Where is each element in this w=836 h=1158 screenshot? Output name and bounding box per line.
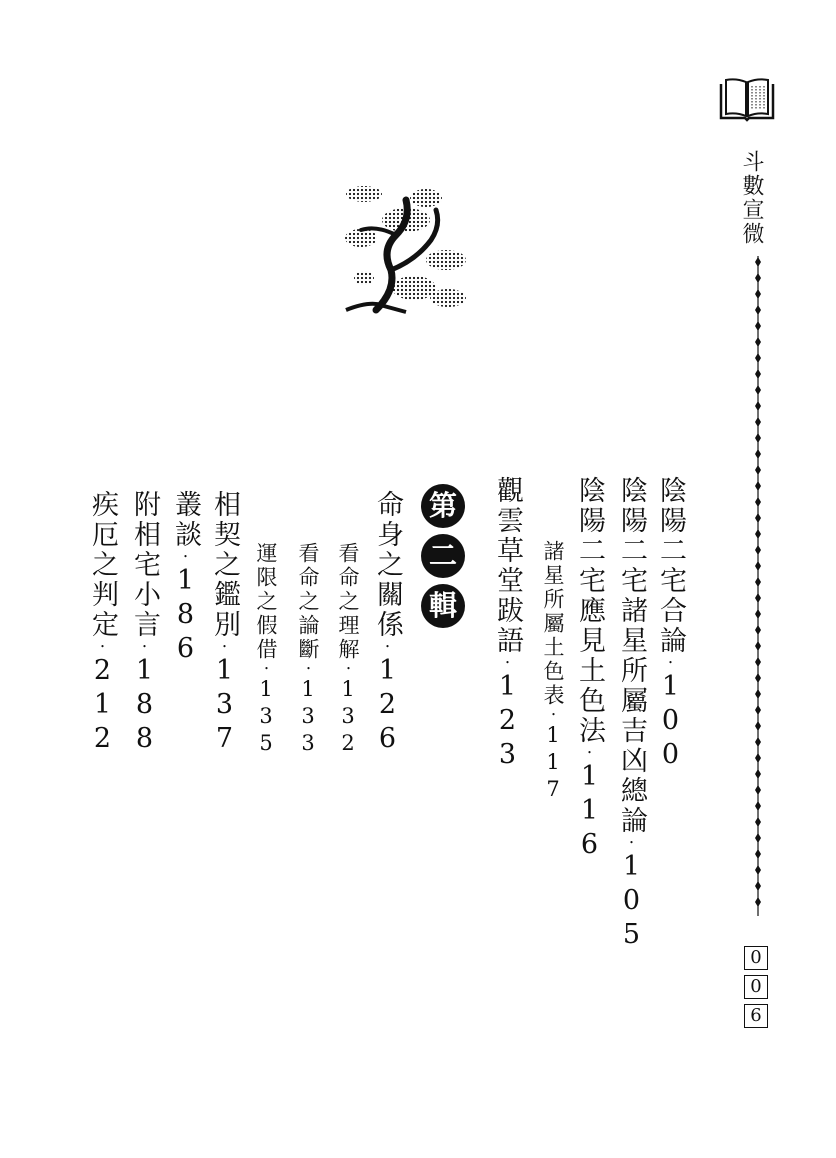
toc-entry-page: 100	[655, 671, 686, 773]
toc-entry[interactable]: 命身之關係・126	[372, 490, 403, 757]
toc-entry-page: 135	[254, 677, 278, 758]
diamond-mark	[755, 481, 761, 491]
diamond-mark	[755, 385, 761, 395]
toc-entry-page: 212	[87, 655, 118, 757]
diamond-mark	[755, 401, 761, 411]
toc-entry[interactable]: 陰陽二宅應見土色法・116	[574, 476, 605, 863]
toc-entry-page: 116	[574, 761, 605, 863]
toc-entry-page: 133	[296, 677, 320, 758]
diamond-mark	[755, 689, 761, 699]
diamond-mark	[755, 641, 761, 651]
section-label-char: 第	[421, 484, 465, 528]
diamond-mark	[755, 897, 761, 907]
toc-entry[interactable]: 看命之論斷・133	[296, 542, 320, 758]
toc-entry-title: 看命之論斷	[296, 542, 320, 662]
diamond-mark	[755, 609, 761, 619]
diamond-mark	[755, 497, 761, 507]
toc-entry-title: 叢談	[170, 490, 201, 550]
diamond-mark	[755, 817, 761, 827]
diamond-mark	[755, 321, 761, 331]
toc-entry-title: 疾厄之判定	[87, 490, 118, 640]
section-label	[421, 484, 467, 634]
diamond-mark	[755, 577, 761, 587]
diamond-mark	[755, 353, 761, 363]
toc-entry-title: 運限之假借	[254, 542, 278, 662]
diamond-mark	[755, 257, 761, 267]
toc-entry[interactable]: 觀雲草堂跋語・123	[492, 476, 523, 773]
toc-entry[interactable]: 叢談・186	[170, 490, 201, 667]
diamond-mark	[755, 273, 761, 283]
diamond-mark	[755, 289, 761, 299]
page-number-digit: 0	[744, 975, 768, 999]
diamond-mark	[755, 561, 761, 571]
diamond-mark	[755, 305, 761, 315]
toc-entry-title: 命身之關係	[372, 490, 403, 640]
diamond-mark	[755, 465, 761, 475]
diamond-mark	[755, 625, 761, 635]
toc-entry-title: 觀雲草堂跋語	[492, 476, 523, 656]
page-number-digit: 6	[744, 1004, 768, 1028]
toc-entry-title: 附相宅小言	[129, 490, 160, 640]
diamond-mark	[755, 433, 761, 443]
diamond-mark	[755, 753, 761, 763]
book-icon	[718, 76, 776, 122]
diamond-mark	[755, 865, 761, 875]
diamond-mark	[755, 337, 761, 347]
toc-entry[interactable]: 諸星所屬土色表・117	[541, 540, 565, 804]
toc-entry-title: 陰陽二宅諸星所屬吉凶總論	[616, 476, 647, 836]
toc-entry[interactable]: 疾厄之判定・212	[87, 490, 118, 757]
diamond-mark	[755, 881, 761, 891]
diamond-rule	[748, 256, 768, 916]
toc-entry[interactable]: 相契之鑑別・137	[209, 490, 240, 757]
toc-entry[interactable]: 運限之假借・135	[254, 542, 278, 758]
diamond-mark	[755, 449, 761, 459]
diamond-mark	[755, 785, 761, 795]
diamond-mark	[755, 593, 761, 603]
toc-entry-page: 117	[541, 723, 565, 804]
toc-entry[interactable]: 看命之理解・132	[336, 542, 360, 758]
diamond-mark	[755, 529, 761, 539]
diamond-mark	[755, 801, 761, 811]
diamond-mark	[755, 769, 761, 779]
toc-entry-title: 陰陽二宅應見土色法	[574, 476, 605, 746]
toc-entry-page: 126	[372, 655, 403, 757]
diamond-mark	[755, 849, 761, 859]
toc-entry-page: 137	[209, 655, 240, 757]
section-label-char: 輯	[421, 584, 465, 628]
toc-entry[interactable]: 陰陽二宅合論・100	[655, 476, 686, 773]
toc-entry-title: 諸星所屬土色表	[541, 540, 565, 708]
diamond-mark	[755, 657, 761, 667]
toc-entry-title: 看命之理解	[336, 542, 360, 662]
plant-ornament	[336, 180, 472, 314]
diamond-mark	[755, 705, 761, 715]
diamond-mark	[755, 673, 761, 683]
diamond-mark	[755, 417, 761, 427]
page-number-digit: 0	[744, 946, 768, 970]
toc-entry-page: 188	[129, 655, 160, 757]
toc-entry-page: 186	[170, 565, 201, 667]
diamond-mark	[755, 737, 761, 747]
diamond-mark	[755, 369, 761, 379]
diamond-mark	[755, 545, 761, 555]
diamond-mark	[755, 513, 761, 523]
diamond-mark	[755, 833, 761, 843]
book-title: 斗數宣微	[739, 150, 764, 246]
toc-entry-page: 105	[616, 851, 647, 953]
section-label-char: 二	[421, 534, 465, 578]
toc-entry-title: 陰陽二宅合論	[655, 476, 686, 656]
toc-entry[interactable]: 陰陽二宅諸星所屬吉凶總論・105	[616, 476, 647, 953]
toc-entry-page: 132	[336, 677, 360, 758]
diamond-mark	[755, 721, 761, 731]
toc-entry[interactable]: 附相宅小言・188	[129, 490, 160, 757]
toc-entry-page: 123	[492, 671, 523, 773]
toc-entry-title: 相契之鑑別	[209, 490, 240, 640]
